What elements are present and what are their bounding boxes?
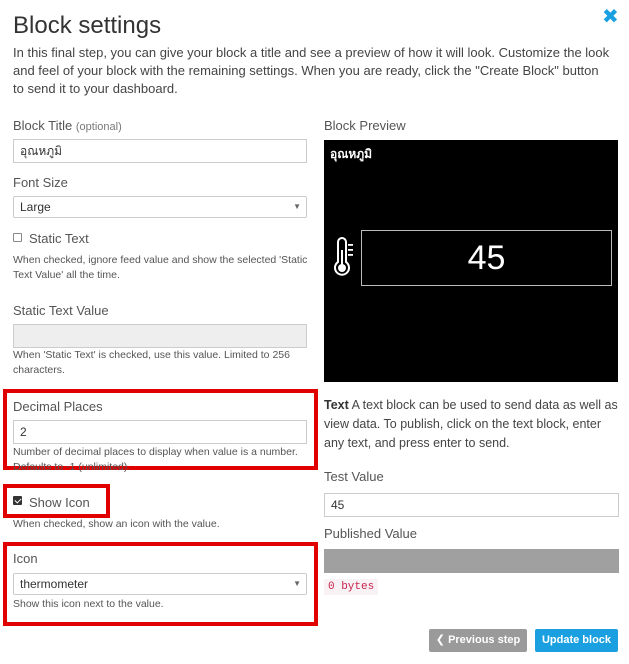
static-text-help: When checked, ignore feed value and show the selected 'Static Text Value' all the time. <box>13 254 308 281</box>
chevron-down-icon: ▼ <box>293 579 301 588</box>
thermometer-icon <box>332 238 356 280</box>
published-value-label: Published Value <box>324 526 417 541</box>
static-text-value-help: When 'Static Text' is checked, use this value. Limited to 256 characters. <box>13 349 290 376</box>
modal-title: Block settings <box>13 12 162 39</box>
update-block-button[interactable]: Update block <box>535 629 618 652</box>
chevron-down-icon: ▼ <box>293 202 301 211</box>
block-description <box>324 396 620 453</box>
show-icon-help: When checked, show an icon with the value. <box>13 518 220 530</box>
test-value-label: Test Value <box>324 469 384 484</box>
block-title-input[interactable]: อุณหภูมิ <box>13 139 307 163</box>
icon-select[interactable] <box>13 573 307 595</box>
test-value-input[interactable]: 45 <box>324 493 619 517</box>
preview-value: 45 <box>361 230 612 286</box>
icon-help: Show this icon next to the value. <box>13 598 164 610</box>
close-icon[interactable]: ✖ <box>602 6 619 28</box>
static-text-value-label: Static Text Value <box>13 303 109 318</box>
decimal-places-help: Number of decimal places to display when value is a number. Defaults to -1 (unlimited). <box>13 446 298 473</box>
decimal-places-input[interactable]: 2 <box>13 420 307 444</box>
static-text-value-input[interactable] <box>13 324 307 348</box>
block-type-name: Text <box>324 398 349 412</box>
published-bytes: 0 bytes <box>324 579 378 595</box>
preview-title: อุณหภูมิ <box>330 147 373 161</box>
icon-select-value: thermometer <box>20 577 89 591</box>
optional-hint: (optional) <box>75 121 122 133</box>
previous-step-button[interactable] <box>429 629 527 652</box>
static-text-label: Static Text <box>29 231 89 246</box>
font-size-value: Large <box>20 200 51 214</box>
published-value-bar <box>324 549 619 573</box>
font-size-select[interactable] <box>13 196 307 218</box>
previous-step-label: Previous step <box>448 634 521 646</box>
block-preview-label: Block Preview <box>324 118 406 133</box>
show-icon-label: Show Icon <box>29 495 90 510</box>
chevron-left-icon: ❮ <box>435 634 445 646</box>
intro-text: In this final step, you can give your block a title and see a preview of how it will look. Customize the look and feel of your block with the remaining settings. When you are ready, click the "Create Block" button to send it to your dashboard. <box>13 45 610 96</box>
show-icon-checkbox[interactable] <box>13 496 22 505</box>
font-size-label: Font Size <box>13 175 68 190</box>
decimal-places-label: Decimal Places <box>13 399 103 414</box>
icon-label: Icon <box>13 551 38 566</box>
block-title-label: Block Title (optional) <box>13 118 122 133</box>
block-preview[interactable] <box>324 140 618 382</box>
block-description-text: A text block can be used to send data as well as view data. To publish, click on the text block, enter any text, and press enter to send. <box>324 398 618 450</box>
static-text-checkbox[interactable] <box>13 233 22 242</box>
